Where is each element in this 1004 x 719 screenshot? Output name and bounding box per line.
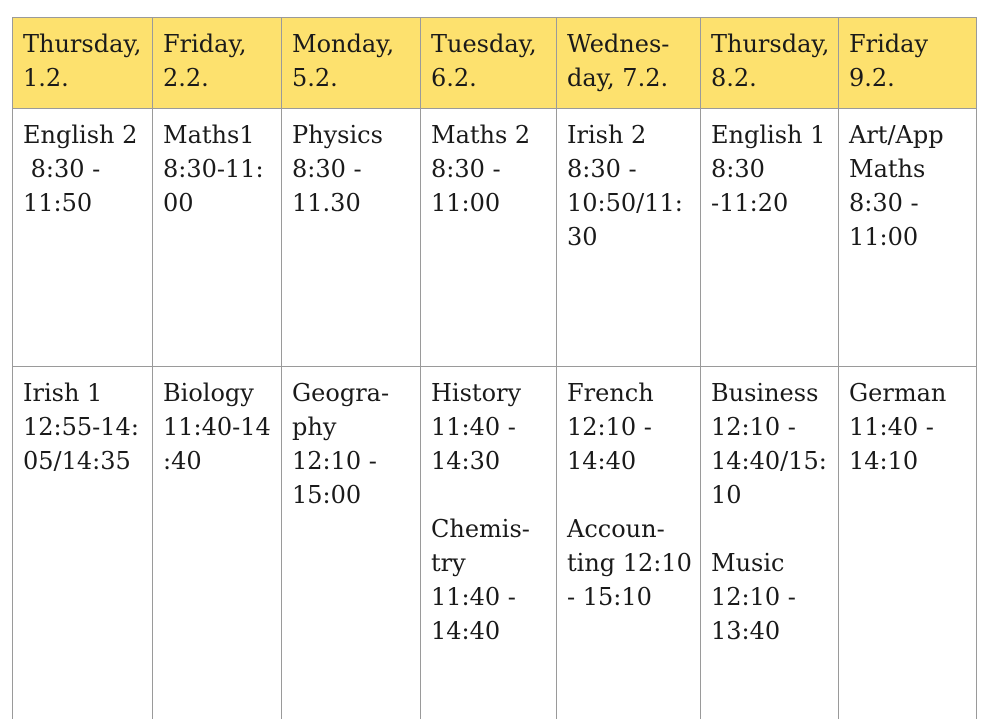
exam-cell	[153, 367, 282, 719]
exam-entry: Biology 11:40-14 :40	[163, 379, 271, 475]
day-header: Tuesday, 6.2.	[421, 18, 557, 109]
exam-cell: Art/App Maths 8:30 - 11:00	[839, 109, 977, 367]
exam-cell: English 1 8:30 -11:20	[701, 109, 839, 367]
exam-entry: Irish 1 12:55-14: 05/14:35	[23, 379, 139, 475]
exam-entry: Music 12:10 - 13:40	[711, 549, 796, 645]
day-header: Monday, 5.2.	[282, 18, 421, 109]
day-header: Friday, 2.2.	[153, 18, 282, 109]
exam-cell	[282, 367, 421, 719]
exam-timetable	[12, 17, 977, 719]
exam-cell	[701, 367, 839, 719]
day-header: Thursday, 8.2.	[701, 18, 839, 109]
exam-entry: History 11:40 - 14:30	[431, 379, 522, 475]
day-header: Thursday, 1.2.	[13, 18, 153, 109]
exam-entry: Chemis- try 11:40 - 14:40	[431, 515, 530, 645]
exam-entry: Business 12:10 - 14:40/15: 10	[711, 379, 827, 509]
exam-cell: Physics 8:30 - 11.30	[282, 109, 421, 367]
exam-entry: French 12:10 - 14:40	[567, 379, 654, 475]
morning-session-row	[13, 109, 977, 367]
exam-cell: Maths 2 8:30 - 11:00	[421, 109, 557, 367]
entry-spacer	[711, 512, 830, 546]
afternoon-session-row	[13, 367, 977, 719]
exam-cell: Maths1 8:30-11: 00	[153, 109, 282, 367]
header-row	[13, 18, 977, 109]
exam-cell: Irish 2 8:30 - 10:50/11: 30	[557, 109, 701, 367]
day-header: Wednes- day, 7.2.	[557, 18, 701, 109]
exam-entry: Accoun- ting 12:10 - 15:10	[567, 515, 692, 611]
day-header: Friday 9.2.	[839, 18, 977, 109]
exam-entry: German 11:40 - 14:10	[849, 379, 947, 475]
exam-cell	[839, 367, 977, 719]
exam-cell: English 2 8:30 - 11:50	[13, 109, 153, 367]
entry-spacer	[431, 478, 548, 512]
exam-cell	[421, 367, 557, 719]
exam-cell	[13, 367, 153, 719]
exam-cell	[557, 367, 701, 719]
entry-spacer	[567, 478, 692, 512]
exam-entry: Geogra- phy 12:10 - 15:00	[292, 379, 390, 509]
